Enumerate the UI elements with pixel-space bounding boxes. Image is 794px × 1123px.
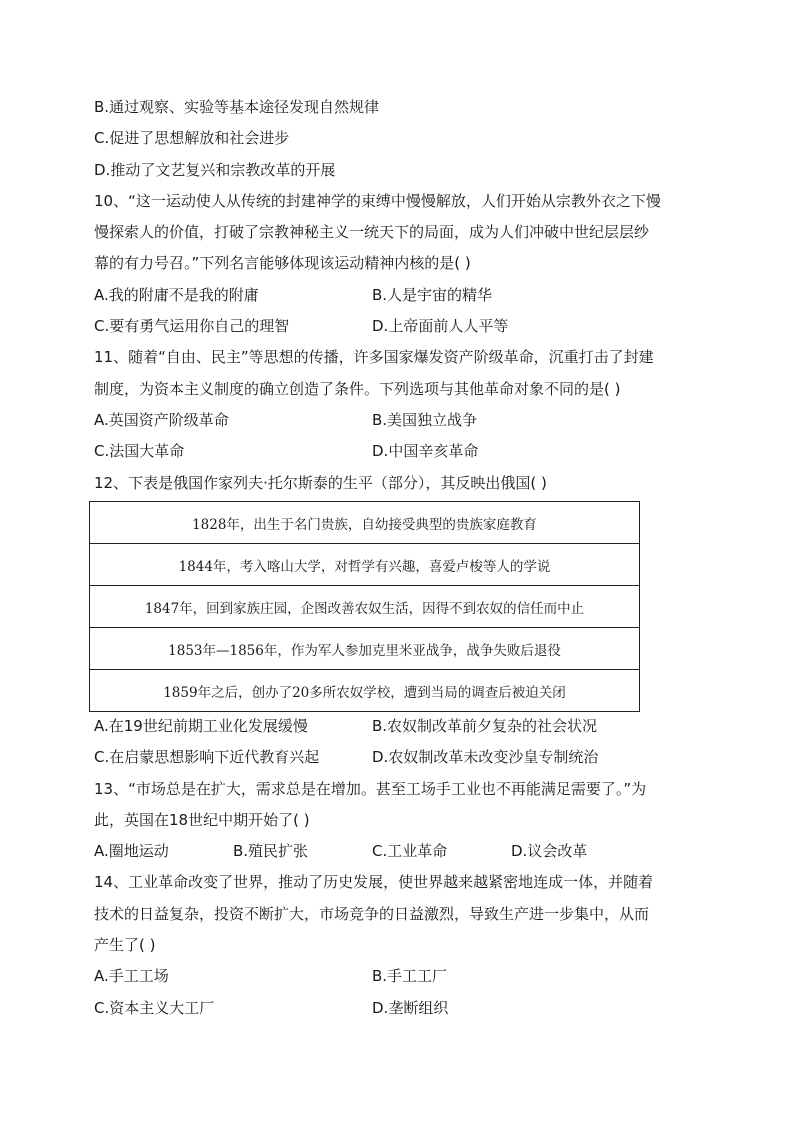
q9-option-d: D.推动了文艺复兴和宗教改革的开展 bbox=[94, 160, 336, 179]
q13-options-row bbox=[94, 836, 700, 867]
q12-option-a: A.在19世纪前期工业化发展缓慢 bbox=[94, 717, 308, 735]
q11-options-row bbox=[94, 405, 700, 436]
q14-option-c: C.资本主义大工厂 bbox=[94, 998, 215, 1017]
q10-option-d: D.上帝面前人人平等 bbox=[372, 317, 509, 336]
q13-option-a: A.圈地运动 bbox=[94, 842, 169, 861]
table-row bbox=[90, 502, 640, 544]
q12-option-b: B.农奴制改革前夕复杂的社会状况 bbox=[372, 717, 598, 735]
q10-stem-line: 10、“这一运动使人从传统的封建神学的束缚中慢慢解放，人们开始从宗教外衣之下慢 bbox=[94, 191, 661, 210]
q12-options-row bbox=[94, 711, 700, 742]
q14-option-a: A.手工工场 bbox=[94, 967, 169, 986]
table-cell: 1844年，考入喀山大学，对哲学有兴趣，喜爱卢梭等人的学说 bbox=[90, 544, 640, 586]
exam-page-bottom bbox=[94, 711, 700, 1024]
q10-option-b: B.人是宇宙的精华 bbox=[372, 285, 493, 304]
table-cell: 1828年，出生于名门贵族，自幼接受典型的贵族家庭教育 bbox=[90, 502, 640, 544]
q14-option-d: D.垄断组织 bbox=[372, 998, 449, 1017]
q10-options-row bbox=[94, 280, 700, 311]
q13-stem-line: 此，英国在18世纪中期开始了( ) bbox=[94, 810, 310, 829]
q11-stem-line: 11、随着“自由、民主”等思想的传播，许多国家爆发资产阶级革命，沉重打击了封建 bbox=[94, 348, 654, 367]
q10-stem-line: 幕的有力号召。”下列名言能够体现该运动精神内核的是( ) bbox=[94, 254, 471, 273]
q12-option-d: D.农奴制改革未改变沙皇专制统治 bbox=[372, 748, 599, 767]
q13-option-b: B.殖民扩张 bbox=[233, 842, 309, 861]
q14-option-b: B.手工工厂 bbox=[372, 967, 448, 986]
q13-option-d: D.议会改革 bbox=[511, 842, 588, 861]
tolstoy-life-table bbox=[89, 501, 640, 712]
q11-option-c: C.法国大革命 bbox=[94, 442, 185, 461]
table-row bbox=[90, 628, 640, 670]
table-row bbox=[90, 670, 640, 712]
q14-stem-line: 技术的日益复杂，投资不断扩大，市场竞争的日益激烈，导致生产进一步集中，从而 bbox=[94, 904, 650, 923]
q11-option-a: A.英国资产阶级革命 bbox=[94, 410, 229, 429]
q12-stem: 12、下表是俄国作家列夫·托尔斯泰的生平（部分），其反映出俄国( ) bbox=[94, 473, 547, 492]
exam-page-top bbox=[94, 92, 700, 499]
q10-options-row bbox=[94, 311, 700, 342]
q11-option-d: D.中国辛亥革命 bbox=[372, 442, 479, 461]
q11-option-b: B.美国独立战争 bbox=[372, 410, 478, 429]
q14-stem-line: 产生了( ) bbox=[94, 936, 156, 955]
q12-options-row bbox=[94, 742, 700, 773]
q10-stem-line: 慢探索人的价值，打破了宗教神秘主义一统天下的局面，成为人们冲破中世纪层层纱 bbox=[94, 223, 650, 242]
q14-options-row bbox=[94, 961, 700, 992]
q14-options-row bbox=[94, 993, 700, 1024]
table-row bbox=[90, 544, 640, 586]
q12-option-c: C.在启蒙思想影响下近代教育兴起 bbox=[94, 748, 320, 767]
q9-option-b: B.通过观察、实验等基本途径发现自然规律 bbox=[94, 98, 380, 116]
table-cell: 1853年—1856年，作为军人参加克里米亚战争，战争失败后退役 bbox=[90, 628, 640, 670]
q13-option-c: C.工业革命 bbox=[372, 842, 448, 861]
q10-option-a: A.我的附庸不是我的附庸 bbox=[94, 285, 259, 304]
q14-stem-line: 14、工业革命改变了世界，推动了历史发展，使世界越来越紧密地连成一体，并随着 bbox=[94, 873, 654, 892]
q13-stem-line: 13、“市场总是在扩大，需求总是在增加。甚至工场手工业也不再能满足需要了。”为 bbox=[94, 779, 647, 798]
q9-option-c: C.促进了思想解放和社会进步 bbox=[94, 129, 290, 148]
table-row bbox=[90, 586, 640, 628]
table-cell: 1847年，回到家族庄园，企图改善农奴生活，因得不到农奴的信任而中止 bbox=[90, 586, 640, 628]
table-cell: 1859年之后，创办了20多所农奴学校，遭到当局的调查后被迫关闭 bbox=[90, 670, 640, 712]
q11-options-row bbox=[94, 436, 700, 467]
q10-option-c: C.要有勇气运用你自己的理智 bbox=[94, 317, 290, 336]
q11-stem-line: 制度，为资本主义制度的确立创造了条件。下列选项与其他革命对象不同的是( ) bbox=[94, 379, 621, 398]
